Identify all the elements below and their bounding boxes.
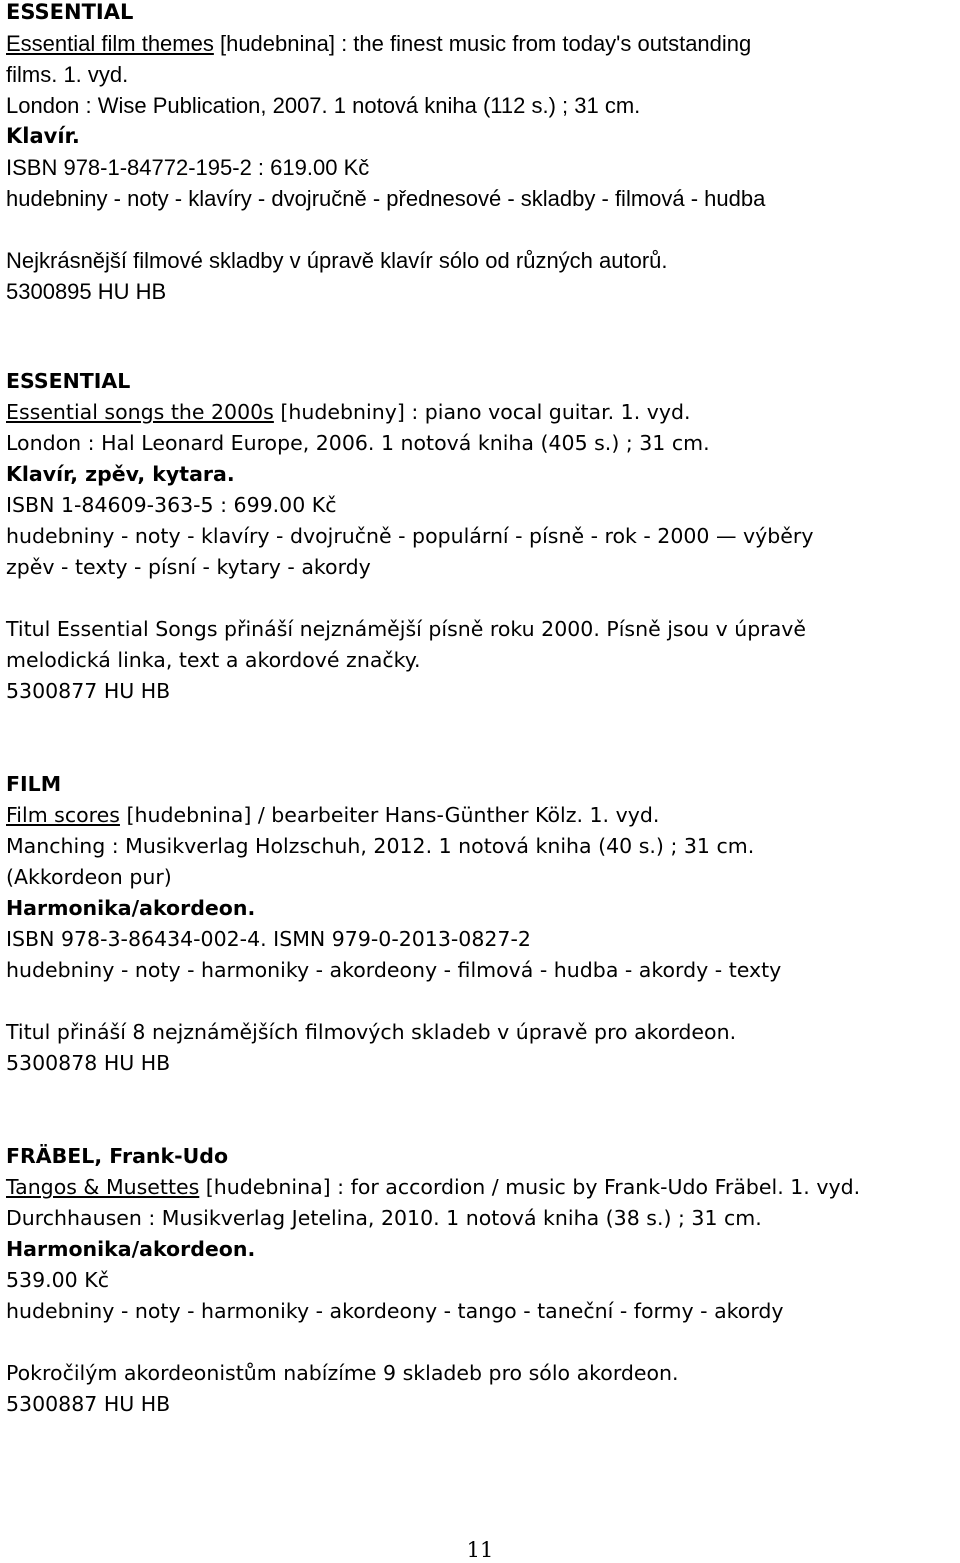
entry-title: Tangos & Musettes	[6, 1175, 200, 1199]
spacer	[6, 1327, 960, 1358]
entry-subjects: hudebniny - noty - klavíry - dvojručně - přednesové - skladby - filmová - hudba	[6, 186, 766, 211]
entry-publication: Durchhausen : Musikverlag Jetelina, 2010. 1 notová kniha (38 s.) ; 31 cm.	[6, 1206, 762, 1230]
entry-heading: FILM	[6, 772, 62, 796]
entry-title-line	[6, 1172, 960, 1203]
entry-title-rest: [hudebnina] / bearbeiter Hans-Günther Kölz. 1. vyd.	[119, 803, 660, 827]
entry-heading: FRÄBEL, Frank-Udo	[6, 1144, 229, 1168]
entry-title-line	[6, 28, 960, 59]
entry-heading: ESSENTIAL	[6, 0, 134, 24]
entry-code: 5300887 HU HB	[6, 1392, 171, 1416]
entry-publication: London : Hal Leonard Europe, 2006. 1 notová kniha (405 s.) ; 31 cm.	[6, 431, 710, 455]
entry-series: (Akkordeon pur)	[6, 865, 172, 889]
document-page	[6, 0, 960, 1563]
entry-title-line	[6, 397, 960, 428]
entry-subjects: hudebniny - noty - klavíry - dvojručně - populární - písně - rok - 2000 — výběry	[6, 524, 814, 548]
entry-title-line	[6, 800, 960, 831]
entry-code: 5300877 HU HB	[6, 679, 171, 703]
entry-title-rest: [hudebniny] : piano vocal guitar. 1. vyd.	[273, 400, 691, 424]
catalog-entry	[6, 0, 960, 307]
entry-instrument: Klavír, zpěv, kytara.	[6, 462, 235, 486]
entry-title-rest: [hudebnina] : for accordion / music by Frank-Udo Fräbel. 1. vyd.	[199, 1175, 861, 1199]
catalog-entry	[6, 769, 960, 1079]
entry-title-continued: films. 1. vyd.	[6, 62, 129, 87]
entry-price: 539.00 Kč	[6, 1268, 109, 1292]
entry-title: Essential film themes	[6, 31, 214, 56]
catalog-entry	[6, 366, 960, 707]
entry-instrument: Harmonika/akordeon.	[6, 1237, 256, 1261]
entry-title: Essential songs the 2000s	[6, 400, 274, 424]
entry-annotation: Nejkrásnější filmové skladby v úpravě klavír sólo od různých autorů.	[6, 248, 668, 273]
entry-subjects-continued: zpěv - texty - písní - kytary - akordy	[6, 555, 371, 579]
entry-subjects: hudebniny - noty - harmoniky - akordeony - filmová - hudba - akordy - texty	[6, 958, 782, 982]
entry-code: 5300878 HU HB	[6, 1051, 171, 1075]
spacer	[6, 986, 960, 1017]
catalog-entry	[6, 1141, 960, 1420]
entry-isbn: ISBN 1-84609-363-5 : 699.00 Kč	[6, 493, 337, 517]
entry-isbn: ISBN 978-3-86434-002-4. ISMN 979-0-2013-0827-2	[6, 927, 531, 951]
entry-instrument: Harmonika/akordeon.	[6, 896, 256, 920]
page-number: 11	[466, 1538, 494, 1562]
entry-annotation-continued: melodická linka, text a akordové značky.	[6, 648, 421, 672]
entry-title-rest: [hudebnina] : the finest music from today's outstanding	[213, 31, 752, 56]
entry-code: 5300895 HU HB	[6, 279, 167, 304]
entry-publication: Manching : Musikverlag Holzschuh, 2012. 1 notová kniha (40 s.) ; 31 cm.	[6, 834, 755, 858]
entry-title: Film scores	[6, 803, 120, 827]
entry-instrument: Klavír.	[6, 124, 80, 148]
entry-subjects: hudebniny - noty - harmoniky - akordeony - tango - taneční - formy - akordy	[6, 1299, 784, 1323]
entry-heading: ESSENTIAL	[6, 369, 131, 393]
spacer	[6, 583, 960, 614]
entry-annotation: Pokročilým akordeonistům nabízíme 9 skladeb pro sólo akordeon.	[6, 1361, 679, 1385]
entry-annotation: Titul přináší 8 nejznámějších filmových skladeb v úpravě pro akordeon.	[6, 1020, 737, 1044]
entry-isbn: ISBN 978-1-84772-195-2 : 619.00 Kč	[6, 155, 370, 180]
entry-publication: London : Wise Publication, 2007. 1 notová kniha (112 s.) ; 31 cm.	[6, 93, 641, 118]
entry-annotation: Titul Essential Songs přináší nejznámější písně roku 2000. Písně jsou v úpravě	[6, 617, 807, 641]
